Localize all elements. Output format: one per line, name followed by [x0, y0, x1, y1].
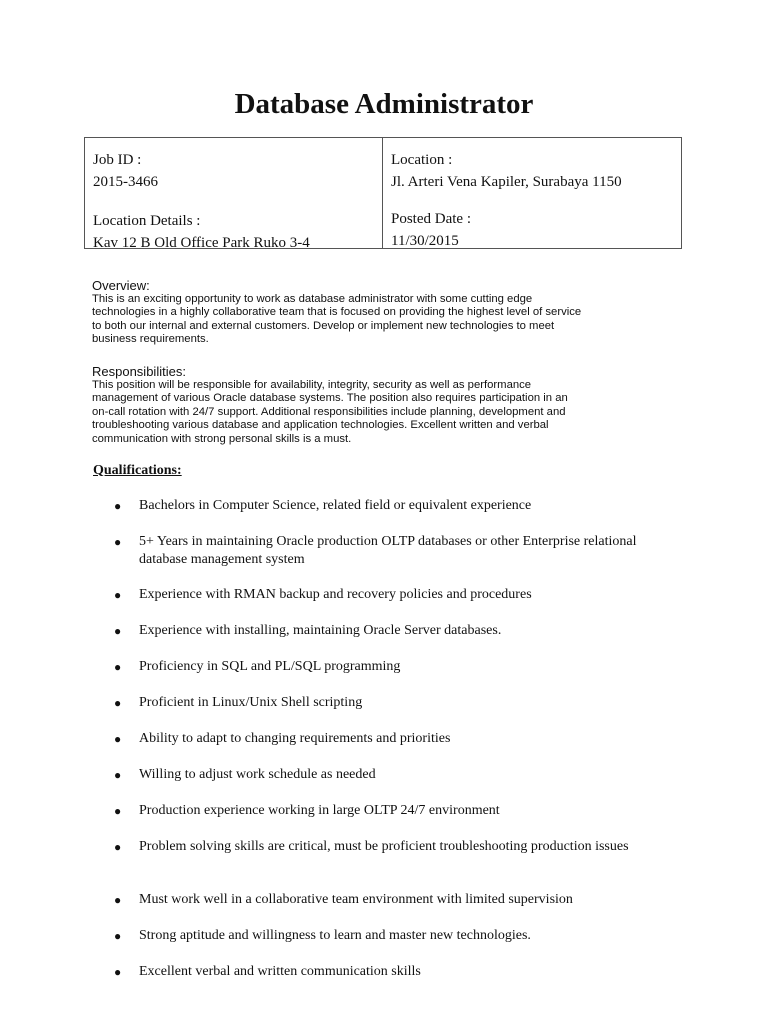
qualification-text: Bachelors in Computer Science, related field or equivalent experience [139, 498, 532, 513]
document-title: Database Administrator [234, 88, 534, 120]
list-item [114, 963, 674, 981]
bullet-icon: ● [114, 929, 122, 943]
bullet-icon: ● [114, 804, 122, 818]
qualification-text: Problem solving skills are critical, must be proficient troubleshooting production issues [139, 839, 629, 854]
list-item [114, 838, 674, 856]
list-item [114, 891, 674, 909]
responsibilities-line: on-call rotation with 24/7 support. Additional responsibilities include planning, development and [92, 405, 566, 418]
responsibilities-line: troubleshooting various database and application technologies. Excellent written and verbal [92, 419, 549, 432]
bullet-icon: ● [114, 965, 122, 979]
list-item [114, 497, 674, 515]
list-item [114, 927, 674, 945]
qualification-text: Strong aptitude and willingness to learn and master new technologies. [139, 928, 531, 943]
overview-paragraph [92, 293, 682, 347]
bullet-icon: ● [114, 893, 122, 907]
qualification-text: Willing to adjust work schedule as needed [139, 767, 376, 782]
bullet-icon: ● [114, 840, 122, 854]
bullet-icon: ● [114, 624, 122, 638]
responsibilities-line: management of various Oracle database systems. The position also requires participation in an [92, 392, 568, 405]
responsibilities-label: Responsibilities: [92, 364, 186, 379]
posted-date-value: 11/30/2015 [391, 233, 459, 249]
responsibilities-line: This position will be responsible for availability, integrity, security as well as performance [92, 379, 532, 391]
table-divider [382, 138, 383, 248]
qualification-text: Must work well in a collaborative team environment with limited supervision [139, 892, 573, 907]
qualification-text: Experience with installing, maintaining Oracle Server databases. [139, 623, 502, 638]
qualifications-heading: Qualifications: [93, 463, 182, 478]
list-item [114, 622, 674, 640]
list-item [114, 658, 674, 676]
responsibilities-line: communication with strong personal skills is a must. [92, 432, 352, 445]
job-info-table [84, 137, 682, 249]
overview-label: Overview: [92, 278, 150, 293]
bullet-icon: ● [114, 768, 122, 782]
qualification-text: Experience with RMAN backup and recovery policies and procedures [139, 587, 532, 602]
location-details-value: Kav 12 B Old Office Park Ruko 3-4 [93, 235, 310, 251]
qualification-text: 5+ Years in maintaining Oracle production OLTP databases or other Enterprise relational database management system [139, 534, 637, 567]
list-item [114, 730, 674, 748]
responsibilities-paragraph [92, 379, 682, 446]
list-item [114, 694, 674, 712]
bullet-icon: ● [114, 696, 122, 710]
job-id-label: Job ID : [93, 152, 142, 168]
qualification-text: Ability to adapt to changing requirements and priorities [139, 731, 451, 746]
list-item [114, 586, 674, 604]
overview-line: This is an exciting opportunity to work as database administrator with some cutting edge [92, 293, 533, 305]
job-id-value: 2015-3466 [93, 174, 158, 190]
bullet-icon: ● [114, 535, 122, 549]
bullet-icon: ● [114, 660, 122, 674]
list-item [114, 802, 674, 820]
qualification-text: Proficiency in SQL and PL/SQL programming [139, 659, 401, 674]
location-label: Location : [391, 152, 453, 168]
qualification-text: Production experience working in large OLTP 24/7 environment [139, 803, 500, 818]
list-item [114, 533, 674, 569]
qualification-text: Proficient in Linux/Unix Shell scripting [139, 695, 363, 710]
bullet-icon: ● [114, 499, 122, 513]
location-details-label: Location Details : [93, 213, 201, 229]
qualification-text: Excellent verbal and written communication skills [139, 964, 421, 979]
overview-line: business requirements. [92, 333, 209, 346]
list-item [114, 766, 674, 784]
overview-line: to both our internal and external customers. Develop or implement new technologies to meet [92, 319, 555, 332]
bullet-icon: ● [114, 588, 122, 602]
overview-line: technologies in a highly collaborative team that is focused on providing the highest level of service [92, 306, 582, 319]
location-value: Jl. Arteri Vena Kapiler, Surabaya 1150 [391, 174, 622, 190]
bullet-icon: ● [114, 732, 122, 746]
posted-date-label: Posted Date : [391, 211, 471, 227]
